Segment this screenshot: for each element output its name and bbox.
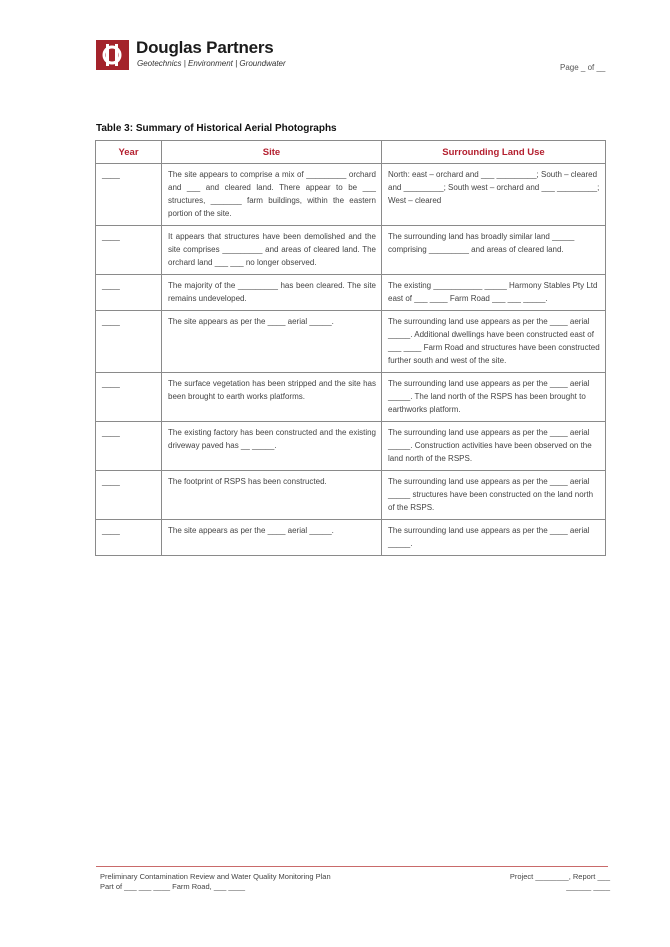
surrounding-cell: The surrounding land use appears as per the ____ aerial _____.: [382, 520, 606, 556]
surrounding-cell: The surrounding land use appears as per the ____ aerial _____ structures have been constructed on the land north of the RSPS.: [382, 471, 606, 520]
footer-left: [100, 872, 331, 892]
surrounding-cell: The existing ___________ _____ Harmony Stables Pty Ltd east of ___ ____ Farm Road ___ ___ _____.: [382, 275, 606, 311]
table-row: [96, 422, 606, 471]
footer-project-number: Project ________, Report ___: [509, 872, 610, 881]
footer-right: [510, 872, 610, 892]
table-row: [96, 373, 606, 422]
column-header-year: Year: [96, 141, 162, 164]
site-cell: It appears that structures have been demolished and the site comprises _________ and areas of cleared land. The orchard land ___ ___ no longer observed.: [162, 226, 382, 275]
year-cell: ____: [96, 520, 162, 556]
year-cell: ____: [96, 373, 162, 422]
footer-report-title: Preliminary Contamination Review and Water Quality Monitoring Plan: [100, 872, 331, 881]
footer-rule: [96, 866, 608, 867]
column-header-site: Site: [162, 141, 382, 164]
surrounding-cell: North: east – orchard and ___ _________; South – cleared and _________; South west – orchard and ___ _________; West – cleared: [382, 164, 606, 226]
table-header-row: [96, 141, 606, 164]
table-row: [96, 520, 606, 556]
site-cell: The surface vegetation has been stripped and the site has been brought to earth works platforms.: [162, 373, 382, 422]
year-cell: ____: [96, 226, 162, 275]
page-number: Page _ of __: [560, 63, 606, 72]
company-tagline: Geotechnics | Environment | Groundwater: [137, 59, 286, 68]
footer-date: ______ ____: [566, 882, 610, 891]
year-cell: ____: [96, 471, 162, 520]
table-row: [96, 164, 606, 226]
surrounding-cell: The surrounding land use appears as per the ____ aerial _____. The land north of the RSPS has been brought to earthworks platform.: [382, 373, 606, 422]
site-cell: The majority of the _________ has been cleared. The site remains undeveloped.: [162, 275, 382, 311]
site-cell: The footprint of RSPS has been constructed.: [162, 471, 382, 520]
site-cell: The site appears to comprise a mix of _________ orchard and ___ and cleared land. There appear to be ___ structures, _______ farm buildings, within the eastern portion of the site.: [162, 164, 382, 226]
table-row: [96, 226, 606, 275]
table-row: [96, 471, 606, 520]
site-cell: The site appears as per the ____ aerial _____.: [162, 520, 382, 556]
surrounding-cell: The surrounding land use appears as per the ____ aerial _____. Additional dwellings have been constructed east of ___ ____ Farm Road and structures have been constructed further south and west of the site.: [382, 311, 606, 373]
table-row: [96, 311, 606, 373]
footer-site-address: Part of ___ ___ ____ Farm Road, ___ ____: [100, 882, 246, 891]
year-cell: ____: [96, 422, 162, 471]
company-name: Douglas Partners: [136, 38, 274, 57]
column-header-surrounding: Surrounding Land Use: [382, 141, 606, 164]
site-cell: The existing factory has been constructed and the existing driveway paved has __ _____.: [162, 422, 382, 471]
site-cell: The site appears as per the ____ aerial _____.: [162, 311, 382, 373]
surrounding-cell: The surrounding land use appears as per the ____ aerial _____. Construction activities have been observed on the land north of the RSPS.: [382, 422, 606, 471]
logo-mark-icon: [96, 40, 129, 70]
year-cell: ____: [96, 311, 162, 373]
aerial-photo-table: [95, 140, 606, 556]
company-logo: [96, 38, 316, 72]
surrounding-cell: The surrounding land has broadly similar land _____ comprising _________ and areas of cleared land.: [382, 226, 606, 275]
year-cell: ____: [96, 164, 162, 226]
year-cell: ____: [96, 275, 162, 311]
table-row: [96, 275, 606, 311]
table-caption: Table 3: Summary of Historical Aerial Photographs: [96, 123, 337, 134]
